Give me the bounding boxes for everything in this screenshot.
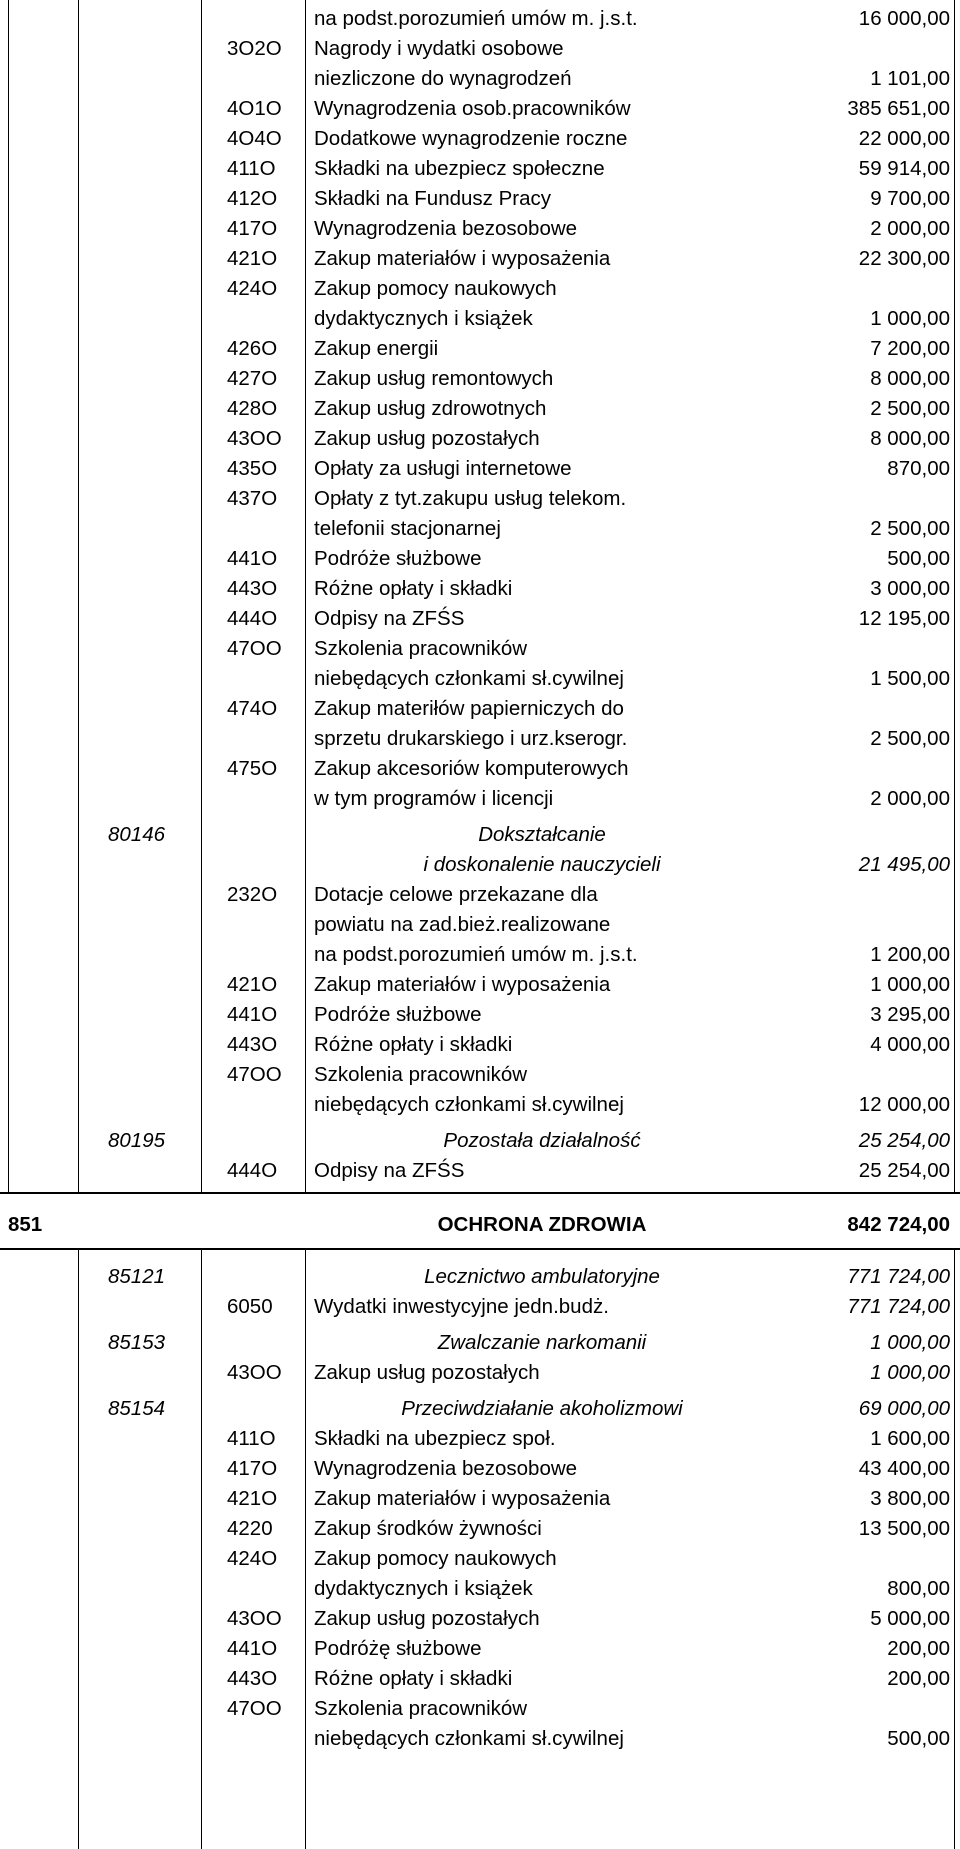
- description-line: i doskonalenie nauczycieli: [423, 853, 661, 876]
- table-row: [0, 454, 960, 484]
- description-line: Nagrody i wydatki osobowe: [314, 37, 564, 60]
- table-row: [0, 574, 960, 604]
- paragraph-code: 6050: [227, 1295, 273, 1318]
- paragraph-code: 47OO: [227, 637, 282, 660]
- description-line: OCHRONA ZDROWIA: [437, 1213, 647, 1236]
- amount-value: 870,00: [887, 457, 950, 480]
- amount-value: 3 295,00: [870, 1003, 950, 1026]
- col-line-right-lower: [954, 1248, 955, 1849]
- table-row: [0, 970, 960, 1000]
- paragraph-code: 443O: [227, 577, 278, 600]
- description-line: Zakup materiałów i wyposażenia: [314, 1487, 611, 1510]
- description-line: Podróże służbowe: [314, 547, 482, 570]
- table-row: [0, 1634, 960, 1664]
- description-line: Różne opłaty i składki: [314, 1033, 513, 1056]
- description-line: Dodatkowe wynagrodzenie roczne: [314, 127, 628, 150]
- description-line: Opłaty za usługi internetowe: [314, 457, 572, 480]
- col-line-right-upper: [954, 0, 955, 1192]
- division-code: 851: [8, 1213, 43, 1236]
- table-row: [0, 1060, 960, 1120]
- paragraph-code: 474O: [227, 697, 278, 720]
- paragraph-code: 47OO: [227, 1063, 282, 1086]
- table-row: [0, 1514, 960, 1544]
- description-line: powiatu na zad.bież.realizowane: [314, 913, 611, 936]
- description-line: Składki na ubezpiecz społeczne: [314, 157, 605, 180]
- description-line: Zakup materiałów i wyposażenia: [314, 247, 611, 270]
- amount-value: 200,00: [887, 1667, 950, 1690]
- paragraph-code: 4O4O: [227, 127, 282, 150]
- paragraph-code: 4220: [227, 1517, 273, 1540]
- table-row: [0, 1484, 960, 1514]
- col-line-dzial-upper: [78, 0, 79, 1192]
- table-row: [0, 4, 960, 34]
- paragraph-code: 232O: [227, 883, 278, 906]
- description-line: niebędących członkami sł.cywilnej: [314, 1093, 624, 1116]
- description-line: Lecznictwo ambulatoryjne: [424, 1265, 660, 1288]
- description-line: Szkolenia pracowników: [314, 1697, 528, 1720]
- amount-value: 2 000,00: [870, 787, 950, 810]
- table-row: [0, 1544, 960, 1604]
- amount-value: 1 000,00: [870, 973, 950, 996]
- paragraph-code: 4O1O: [227, 97, 282, 120]
- description-line: Różne opłaty i składki: [314, 577, 513, 600]
- description-line: sprzetu drukarskiego i urz.kserogr.: [314, 727, 628, 750]
- description-line: niebędących członkami sł.cywilnej: [314, 1727, 624, 1750]
- amount-value: 1 000,00: [870, 1361, 950, 1384]
- amount-value: 800,00: [887, 1577, 950, 1600]
- amount-value: 2 500,00: [870, 517, 950, 540]
- table-row: [0, 334, 960, 364]
- table-row: [0, 214, 960, 244]
- paragraph-code: 47OO: [227, 1697, 282, 1720]
- amount-value: 25 254,00: [858, 1129, 950, 1152]
- table-row: [0, 184, 960, 214]
- table-row: [0, 604, 960, 634]
- table-row: [0, 94, 960, 124]
- description-line: Opłaty z tyt.zakupu usług telekom.: [314, 487, 627, 510]
- description-line: Zakup usług zdrowotnych: [314, 397, 547, 420]
- chapter-code: 80195: [108, 1129, 166, 1152]
- table-row: [0, 1292, 960, 1322]
- paragraph-code: 441O: [227, 1637, 278, 1660]
- description-line: Przeciwdziałanie akoholizmowi: [401, 1397, 683, 1420]
- amount-value: 500,00: [887, 547, 950, 570]
- amount-value: 1 500,00: [870, 667, 950, 690]
- paragraph-code: 417O: [227, 1457, 278, 1480]
- description-line: Składki na Fundusz Pracy: [314, 187, 552, 210]
- description-line: na podst.porozumień umów m. j.s.t.: [314, 7, 638, 30]
- description-line: Różne opłaty i składki: [314, 1667, 513, 1690]
- amount-value: 12 195,00: [858, 607, 950, 630]
- amount-value: 8 000,00: [870, 367, 950, 390]
- description-line: Odpisy na ZFŚS: [314, 1159, 465, 1182]
- division-bottom-border: [0, 1248, 960, 1250]
- description-line: dydaktycznych i książek: [314, 307, 533, 330]
- amount-value: 771 724,00: [847, 1295, 950, 1318]
- amount-value: 842 724,00: [847, 1213, 950, 1236]
- description-line: Zakup środków żywności: [314, 1517, 542, 1540]
- paragraph-code: 43OO: [227, 427, 282, 450]
- table-row: [0, 124, 960, 154]
- paragraph-code: 443O: [227, 1033, 278, 1056]
- paragraph-code: 437O: [227, 487, 278, 510]
- table-row: [0, 1424, 960, 1454]
- amount-value: 385 651,00: [847, 97, 950, 120]
- description-line: Zakup pomocy naukowych: [314, 1547, 557, 1570]
- paragraph-code: 427O: [227, 367, 278, 390]
- col-line-paragraf-lower: [305, 1248, 306, 1849]
- table-row: [0, 880, 960, 970]
- col-line-rozdzial-lower: [201, 1248, 202, 1849]
- paragraph-code: 444O: [227, 1159, 278, 1182]
- description-line: Szkolenia pracowników: [314, 637, 528, 660]
- amount-value: 21 495,00: [858, 853, 950, 876]
- paragraph-code: 421O: [227, 1487, 278, 1510]
- description-line: Podróże służbowe: [314, 1003, 482, 1026]
- description-line: Zakup energii: [314, 337, 439, 360]
- description-line: Zakup usług pozostałych: [314, 1607, 540, 1630]
- paragraph-code: 43OO: [227, 1361, 282, 1384]
- table-row: [0, 1358, 960, 1388]
- description-line: Odpisy na ZFŚS: [314, 607, 465, 630]
- amount-value: 59 914,00: [858, 157, 950, 180]
- col-line-left: [8, 0, 9, 1192]
- description-line: dydaktycznych i książek: [314, 1577, 533, 1600]
- description-line: Pozostała działalność: [443, 1129, 641, 1152]
- description-line: Zakup usług pozostałych: [314, 1361, 540, 1384]
- description-line: na podst.porozumień umów m. j.s.t.: [314, 943, 638, 966]
- amount-value: 12 000,00: [858, 1093, 950, 1116]
- description-line: w tym programów i licencji: [314, 787, 554, 810]
- paragraph-code: 441O: [227, 1003, 278, 1026]
- table-row: [0, 34, 960, 94]
- amount-value: 9 700,00: [870, 187, 950, 210]
- paragraph-code: 411O: [227, 1427, 276, 1450]
- amount-value: 1 101,00: [870, 67, 950, 90]
- description-line: telefonii stacjonarnej: [314, 517, 501, 540]
- amount-value: 8 000,00: [870, 427, 950, 450]
- paragraph-code: 475O: [227, 757, 278, 780]
- col-line-dzial-lower: [78, 1248, 79, 1849]
- description-line: Zakup usług remontowych: [314, 367, 554, 390]
- amount-value: 7 200,00: [870, 337, 950, 360]
- description-line: niezliczone do wynagrodzeń: [314, 67, 572, 90]
- table-row: [0, 364, 960, 394]
- paragraph-code: 43OO: [227, 1607, 282, 1630]
- amount-value: 4 000,00: [870, 1033, 950, 1056]
- table-row: [0, 1664, 960, 1694]
- amount-value: 2 500,00: [870, 727, 950, 750]
- description-line: Zakup materiałów i wyposażenia: [314, 973, 611, 996]
- description-line: Zakup materiłów papierniczych do: [314, 697, 624, 720]
- table-row: [0, 544, 960, 574]
- chapter-code: 85121: [108, 1265, 166, 1288]
- amount-value: 43 400,00: [858, 1457, 950, 1480]
- description-line: Dokształcanie: [478, 823, 606, 846]
- chapter-row: [0, 1126, 960, 1156]
- amount-value: 2 000,00: [870, 217, 950, 240]
- amount-value: 13 500,00: [858, 1517, 950, 1540]
- description-line: Zakup akcesoriów komputerowych: [314, 757, 629, 780]
- chapter-row: [0, 1394, 960, 1424]
- table-row: [0, 1156, 960, 1186]
- description-line: Podróżę służbowe: [314, 1637, 482, 1660]
- paragraph-code: 428O: [227, 397, 278, 420]
- amount-value: 1 600,00: [870, 1427, 950, 1450]
- paragraph-code: 417O: [227, 217, 278, 240]
- table-row: [0, 1604, 960, 1634]
- chapter-row: [0, 1328, 960, 1358]
- description-line: niebędących członkami sł.cywilnej: [314, 667, 624, 690]
- chapter-code: 85153: [108, 1331, 166, 1354]
- table-row: [0, 754, 960, 814]
- description-line: Wynagrodzenia bezosobowe: [314, 1457, 578, 1480]
- col-line-paragraf-upper: [305, 0, 306, 1192]
- table-row: [0, 694, 960, 754]
- paragraph-code: 426O: [227, 337, 278, 360]
- paragraph-code: 411O: [227, 157, 276, 180]
- table-row: [0, 154, 960, 184]
- description-line: Szkolenia pracowników: [314, 1063, 528, 1086]
- description-line: Wynagrodzenia osob.pracowników: [314, 97, 631, 120]
- table-row: [0, 1000, 960, 1030]
- description-line: Dotacje celowe przekazane dla: [314, 883, 598, 906]
- amount-value: 771 724,00: [847, 1265, 950, 1288]
- table-row: [0, 394, 960, 424]
- division-top-border: [0, 1192, 960, 1194]
- amount-value: 22 000,00: [858, 127, 950, 150]
- table-row: [0, 634, 960, 694]
- table-row: [0, 244, 960, 274]
- paragraph-code: 435O: [227, 457, 278, 480]
- table-row: [0, 424, 960, 454]
- amount-value: 69 000,00: [858, 1397, 950, 1420]
- table-row: [0, 1030, 960, 1060]
- chapter-code: 85154: [108, 1397, 166, 1420]
- paragraph-code: 424O: [227, 1547, 278, 1570]
- table-row: [0, 1694, 960, 1754]
- description-line: Zakup usług pozostałych: [314, 427, 540, 450]
- amount-value: 22 300,00: [858, 247, 950, 270]
- amount-value: 1 000,00: [870, 1331, 950, 1354]
- description-line: Zwalczanie narkomanii: [437, 1331, 647, 1354]
- description-line: Zakup pomocy naukowych: [314, 277, 557, 300]
- amount-value: 25 254,00: [858, 1159, 950, 1182]
- amount-value: 16 000,00: [858, 7, 950, 30]
- amount-value: 3 800,00: [870, 1487, 950, 1510]
- amount-value: 1 200,00: [870, 943, 950, 966]
- description-line: Wynagrodzenia bezosobowe: [314, 217, 578, 240]
- paragraph-code: 441O: [227, 547, 278, 570]
- amount-value: 5 000,00: [870, 1607, 950, 1630]
- amount-value: 3 000,00: [870, 577, 950, 600]
- table-row: [0, 1454, 960, 1484]
- amount-value: 2 500,00: [870, 397, 950, 420]
- table-row: [0, 484, 960, 544]
- chapter-row: [0, 820, 960, 880]
- paragraph-code: 421O: [227, 247, 278, 270]
- table-row: [0, 274, 960, 334]
- paragraph-code: 424O: [227, 277, 278, 300]
- paragraph-code: 444O: [227, 607, 278, 630]
- chapter-code: 80146: [108, 823, 166, 846]
- amount-value: 500,00: [887, 1727, 950, 1750]
- description-line: Wydatki inwestycyjne jedn.budż.: [314, 1295, 609, 1318]
- chapter-row: [0, 1262, 960, 1292]
- amount-value: 1 000,00: [870, 307, 950, 330]
- amount-value: 200,00: [887, 1637, 950, 1660]
- paragraph-code: 3O2O: [227, 37, 282, 60]
- paragraph-code: 421O: [227, 973, 278, 996]
- paragraph-code: 443O: [227, 1667, 278, 1690]
- description-line: Składki na ubezpiecz społ.: [314, 1427, 556, 1450]
- col-line-rozdzial-upper: [201, 0, 202, 1192]
- paragraph-code: 412O: [227, 187, 278, 210]
